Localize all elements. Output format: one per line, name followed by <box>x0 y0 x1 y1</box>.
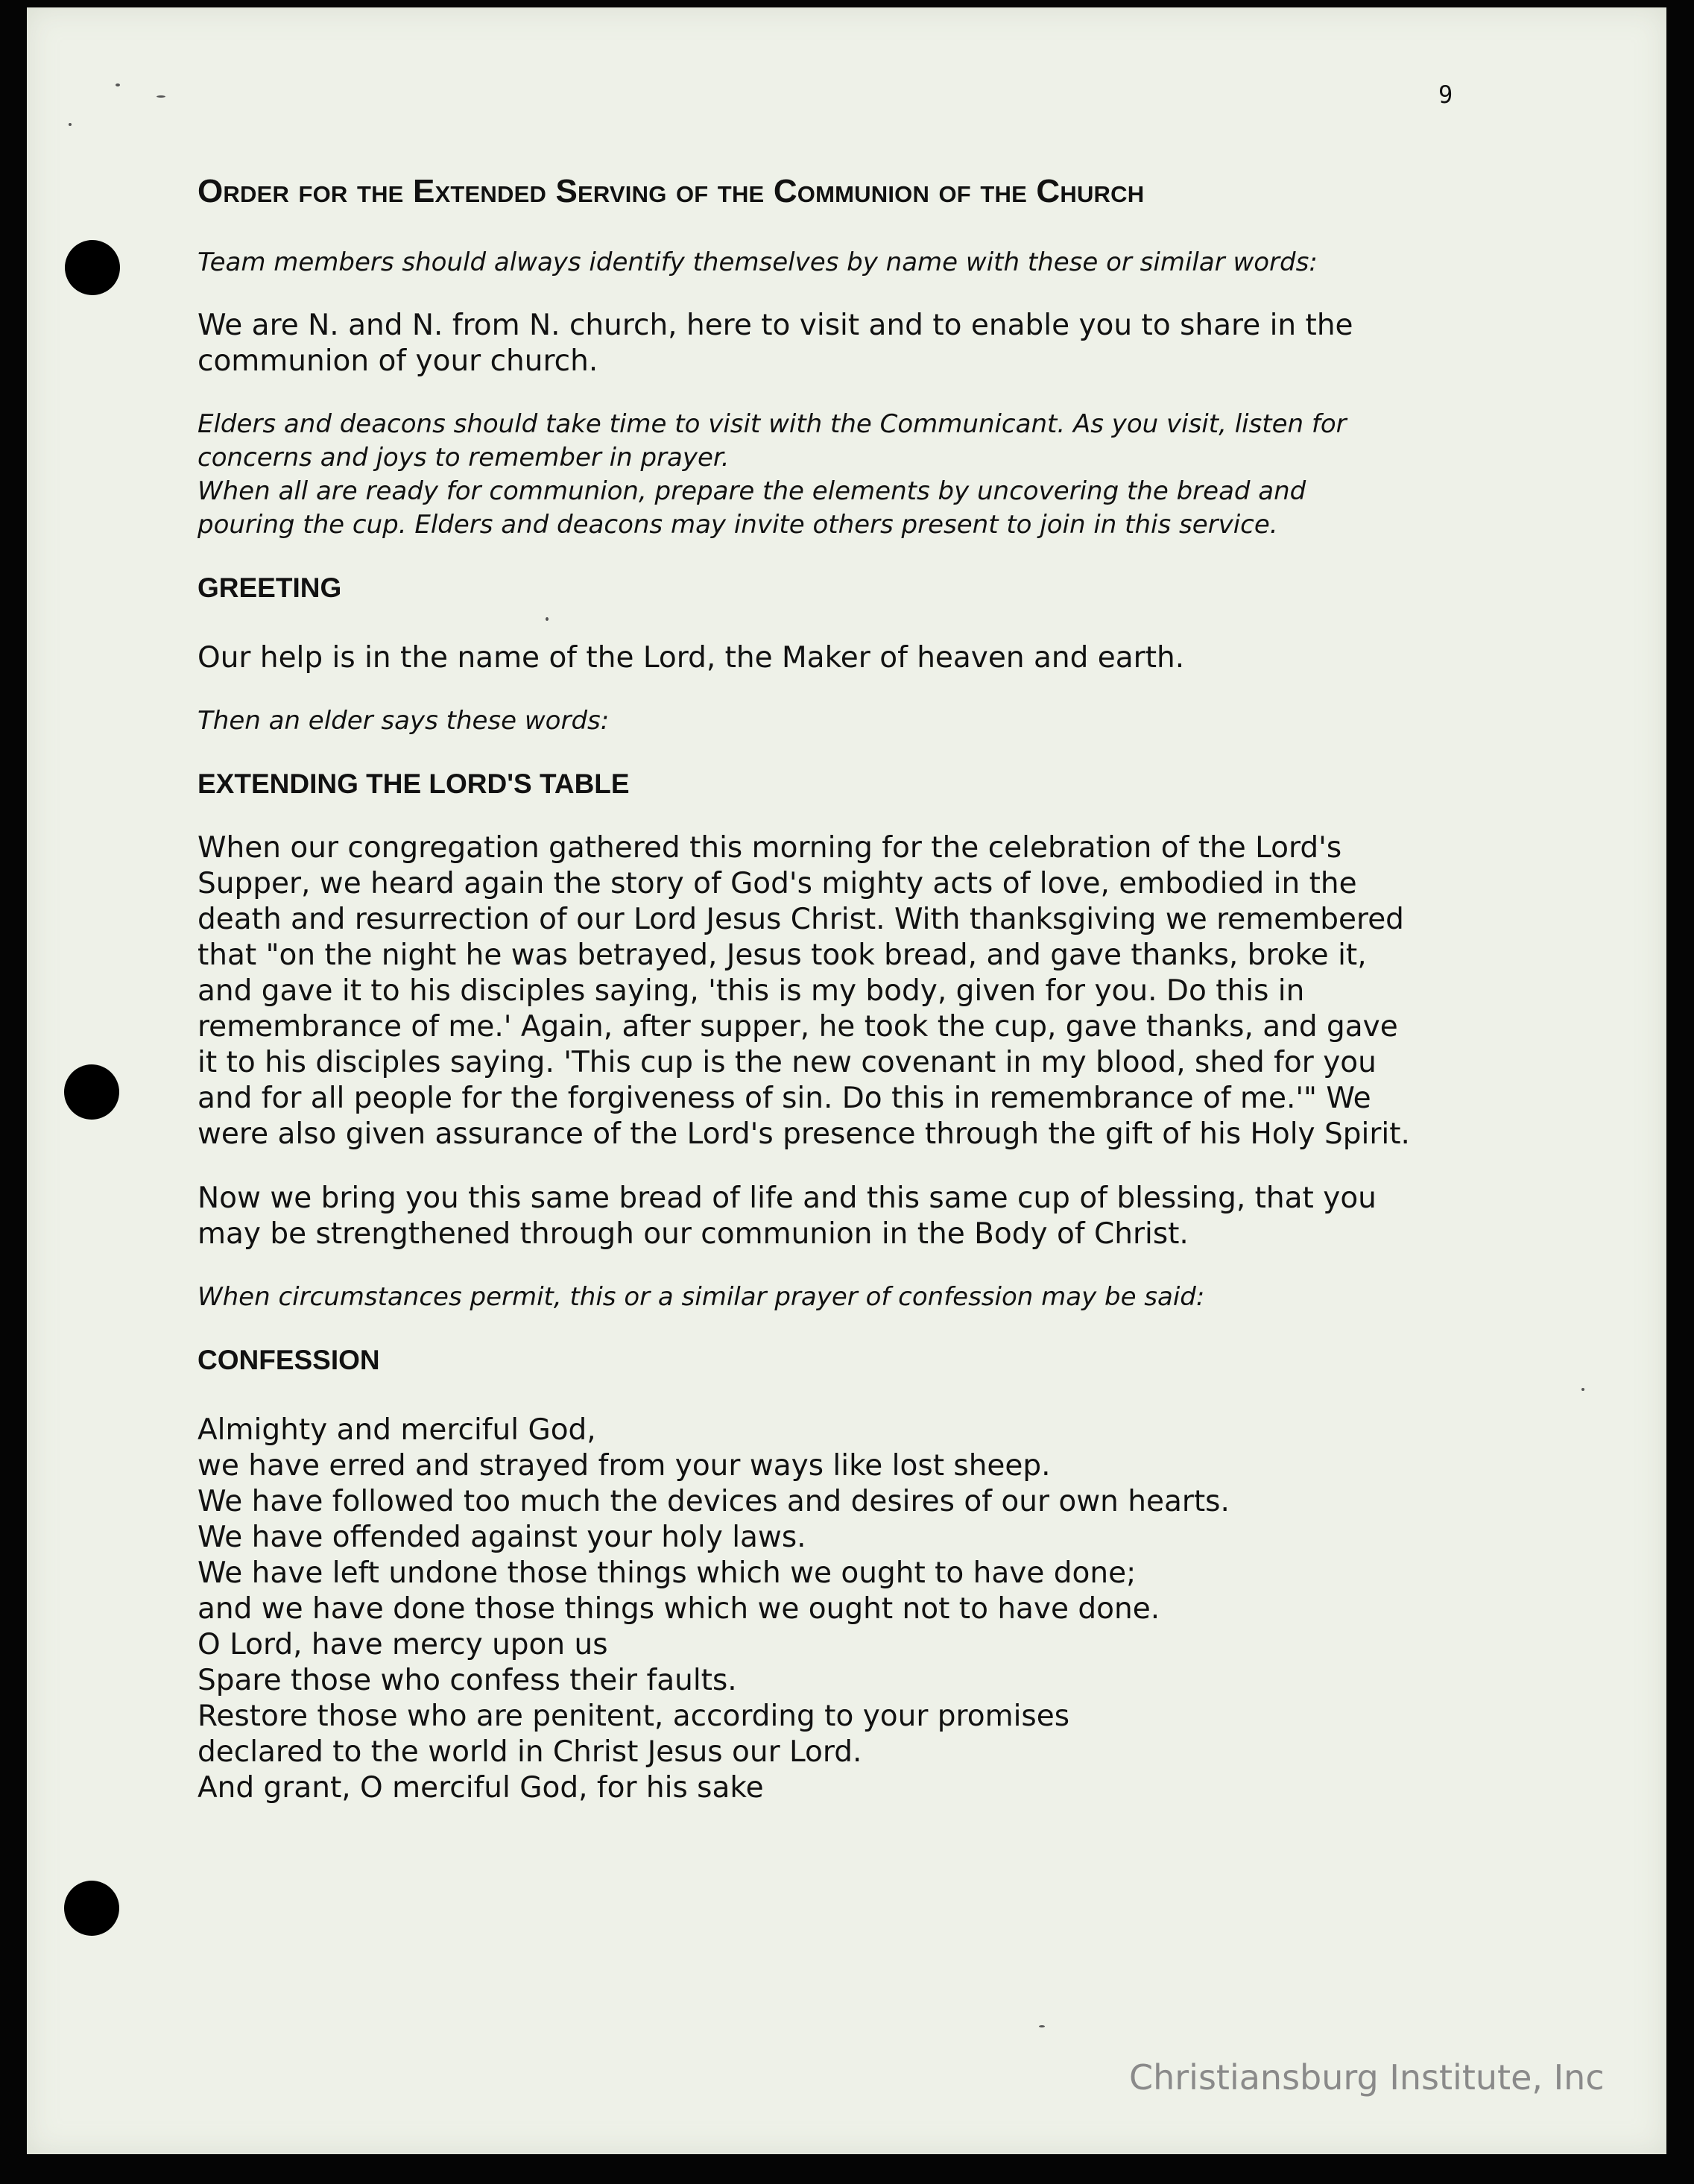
scan-speck <box>69 123 72 126</box>
instruction-line: concerns and joys to remember in prayer. <box>197 443 730 473</box>
instruction-line: When all are ready for communion, prepare the elements by uncovering the bread and <box>197 476 1306 506</box>
prayer-line: we have erred and strayed from your ways like lost sheep. <box>197 1449 1051 1483</box>
text-line: We are N. and N. from N. church, here to visit and to enable you to share in the <box>197 309 1353 342</box>
scan-speck <box>157 95 165 98</box>
text-line: When our congregation gathered this morning for the celebration of the Lord's <box>197 831 1342 865</box>
prayer-line: Spare those who confess their faults. <box>197 1664 737 1697</box>
text-line: it to his disciples saying. 'This cup is the new covenant in my blood, shed for you <box>197 1046 1377 1079</box>
text-line: remembrance of me.' Again, after supper, he took the cup, gave thanks, and gave <box>197 1010 1398 1044</box>
prayer-line: declared to the world in Christ Jesus our Lord. <box>197 1735 862 1769</box>
scan-speck <box>116 83 120 86</box>
text-line: that "on the night he was betrayed, Jesus took bread, and gave thanks, broke it, <box>197 938 1367 972</box>
intro-instruction: Team members should always identify themselves by name with these or similar words: <box>197 247 1318 277</box>
page-number: 9 <box>1438 81 1453 109</box>
instruction-line: Elders and deacons should take time to visit with the Communicant. As you visit, listen for <box>197 409 1347 439</box>
instruction-line: pouring the cup. Elders and deacons may invite others present to join in this service. <box>197 510 1278 540</box>
punch-hole-middle <box>64 1064 119 1120</box>
confession-prayer <box>197 1413 1479 1806</box>
punch-hole-top <box>65 240 120 295</box>
prayer-line: We have offended against your holy laws. <box>197 1521 806 1554</box>
greeting-instruction: Then an elder says these words: <box>197 706 610 736</box>
prayer-line: And grant, O merciful God, for his sake <box>197 1771 764 1805</box>
confession-instruction: When circumstances permit, this or a similar prayer of confession may be said: <box>197 1282 1205 1312</box>
watermark: Christiansburg Institute, Inc <box>1129 2057 1605 2098</box>
prayer-line: Restore those who are penitent, according to your promises <box>197 1699 1070 1733</box>
prayer-line: O Lord, have mercy upon us <box>197 1628 608 1661</box>
punch-hole-bottom <box>64 1881 119 1936</box>
prayer-line: and we have done those things which we ought not to have done. <box>197 1592 1160 1626</box>
intro-words <box>197 308 1479 379</box>
confession-heading: CONFESSION <box>197 1345 380 1375</box>
text-line: death and resurrection of our Lord Jesus Christ. With thanksgiving we remembered <box>197 903 1404 936</box>
document-title: Order for the Extended Serving of the Communion of the Church <box>197 173 1145 209</box>
text-line: and gave it to his disciples saying, 'this is my body, given for you. Do this in <box>197 974 1305 1008</box>
text-line: Now we bring you this same bread of life and this same cup of blessing, that you <box>197 1181 1377 1215</box>
scan-speck <box>1039 2025 1045 2027</box>
text-line: may be strengthened through our communion in the Body of Christ. <box>197 1217 1189 1251</box>
text-line: and for all people for the forgiveness of sin. Do this in remembrance of me.'" We <box>197 1082 1371 1115</box>
prayer-line: We have followed too much the devices and desires of our own hearts. <box>197 1485 1230 1518</box>
scan-speck <box>1581 1388 1584 1391</box>
text-line: Supper, we heard again the story of God's mighty acts of love, embodied in the <box>197 867 1357 900</box>
document-body <box>197 173 1479 1806</box>
visit-instruction <box>197 408 1479 542</box>
extending-heading: EXTENDING THE LORD'S TABLE <box>197 768 630 799</box>
greeting-text: Our help is in the name of the Lord, the Maker of heaven and earth. <box>197 641 1185 675</box>
text-line: were also given assurance of the Lord's presence through the gift of his Holy Spirit. <box>197 1117 1410 1151</box>
extending-paragraph-1 <box>197 830 1479 1152</box>
prayer-line: Almighty and merciful God, <box>197 1413 596 1447</box>
greeting-heading: GREETING <box>197 572 342 603</box>
prayer-line: We have left undone those things which we ought to have done; <box>197 1556 1137 1590</box>
text-line: communion of your church. <box>197 344 598 378</box>
extending-paragraph-2 <box>197 1181 1479 1252</box>
